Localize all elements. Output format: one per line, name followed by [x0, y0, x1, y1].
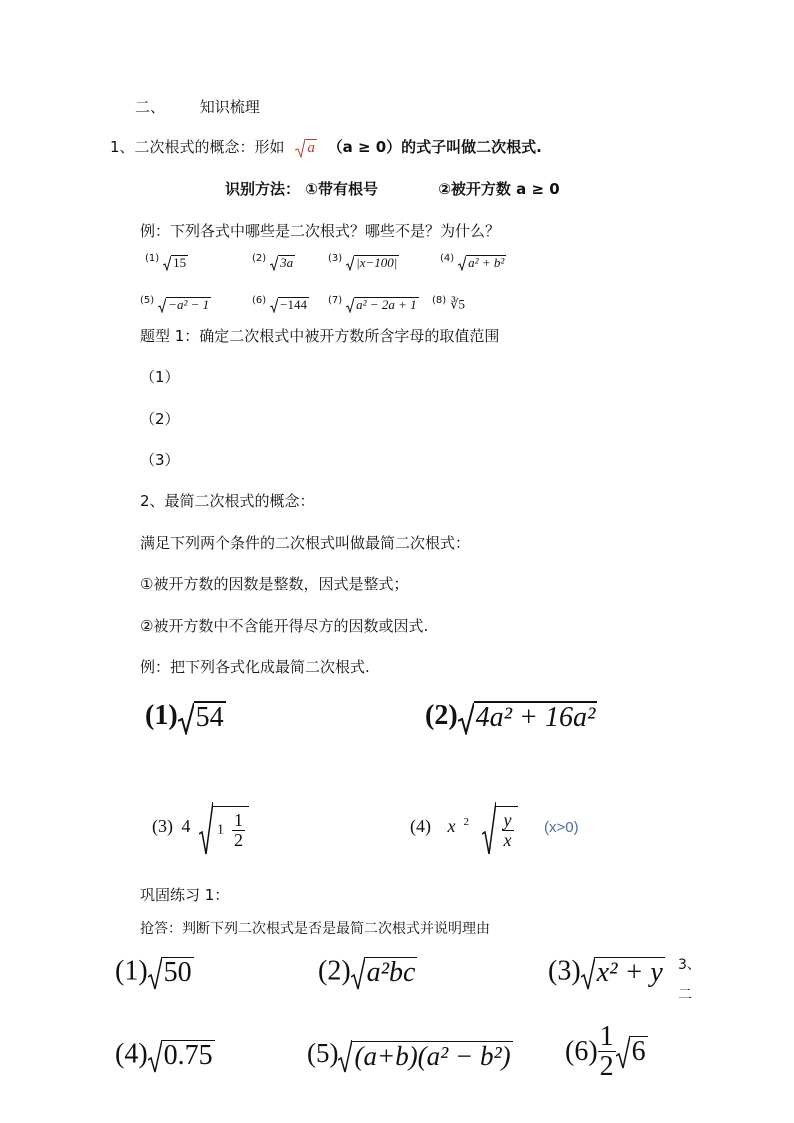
type1-blank-2: （2）	[140, 410, 180, 428]
simplify-problem-3: (3) 4 1 $\frac{1}{2}$	[152, 800, 249, 856]
concept1-condition: （a ≥ 0）的式子叫做二次根式.	[327, 138, 542, 156]
method-1: ①带有根号	[305, 180, 378, 198]
example1-item-3: $^{(3)}$ |x−100|	[328, 253, 398, 271]
concept2-condition-1: ①被开方数的因数是整数，因式是整式；	[140, 575, 409, 593]
example1-item-8: $^{(8)}$ ∛5	[432, 295, 465, 312]
concept2-condition-2: ②被开方数中不含能开得尽方的因数或因式.	[140, 617, 429, 635]
practice-item-4: (4) 0.75	[115, 1038, 213, 1072]
method-label: 识别方法：	[225, 180, 301, 198]
section-title: 知识梳理	[199, 98, 260, 116]
example1-item-1: $^{(1)}$ 15	[145, 253, 187, 271]
practice-prompt: 抢答：判断下列二次根式是否是最简二次根式并说明理由	[140, 921, 490, 937]
practice-item-3: (3) x² + y	[548, 955, 663, 989]
practice-item-1: (1) 50	[115, 955, 192, 989]
method-2: ②被开方数 a ≥ 0	[438, 180, 560, 198]
example1-item-7: $^{(7)}$ a² − 2a + 1	[328, 295, 417, 313]
type1-title: 题型 1：确定二次根式中被开方数所含字母的取值范围	[140, 327, 500, 345]
section-number: 二、	[135, 98, 166, 116]
concept2-title: 2、最简二次根式的概念：	[140, 492, 315, 510]
practice-item-2: (2) a²bc	[318, 955, 416, 989]
example1-item-5: $^{(5)}$ −a² − 1	[140, 295, 210, 313]
example1-prompt: 例：下列各式中哪些是二次根式？哪些不是？为什么？	[140, 222, 501, 240]
simplify-problem-4: (4) x $^2$ $\frac{y}{x}$ (x>0)	[410, 800, 579, 856]
type1-blank-3: （3）	[140, 451, 180, 469]
simplify-problem-1: (1) 54	[145, 700, 224, 734]
example1-item-6: $^{(6)}$ −144	[252, 295, 308, 313]
practice-item-6: (6) $\frac{1}{2}$ 6	[565, 1021, 646, 1083]
concept2-intro: 满足下列两个条件的二次根式叫做最简二次根式：	[140, 534, 471, 552]
concept2-example: 例：把下列各式化成最简二次根式.	[140, 658, 370, 676]
practice-item-5: (5) (a+b)(a² − b²)	[307, 1038, 511, 1071]
example1-item-2: $^{(2)}$ 3a	[252, 253, 294, 271]
radical-sqrt-a: a	[295, 138, 317, 158]
type1-blank-1: （1）	[140, 368, 180, 386]
concept1-line	[110, 136, 542, 158]
example1-item-4: $^{(4)}$ a² + b²	[440, 253, 505, 271]
practice-title: 巩固练习 1：	[140, 886, 230, 904]
method-line	[225, 178, 560, 199]
simplify-problem-2: (2) 4a² + 16a²	[425, 700, 596, 734]
concept1-prefix: 1、二次根式的概念：形如	[110, 138, 285, 156]
practice-margin-note: 3、二	[678, 957, 701, 1003]
section-heading	[135, 96, 260, 117]
